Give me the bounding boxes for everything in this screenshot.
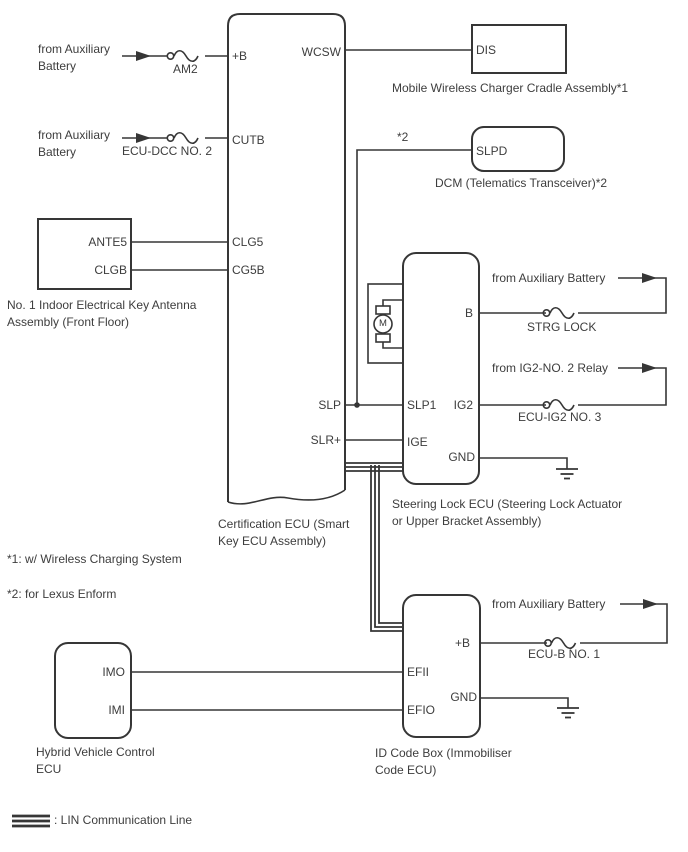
key-antenna-box	[38, 219, 131, 289]
fuse-am2-icon	[167, 51, 198, 62]
fuse-ecu-ig2-icon	[543, 400, 574, 411]
arrow-icon	[136, 133, 151, 143]
feed-source-label: from Auxiliary Battery	[492, 271, 606, 285]
motor-m-label: M	[379, 318, 387, 329]
pin-clgb: CLGB	[94, 263, 127, 277]
feed-source-label: from Auxiliary Battery	[38, 42, 111, 73]
hybrid-ecu-box	[55, 643, 131, 738]
wire-batt-ecudcc	[122, 133, 228, 144]
pin-slpd: SLPD	[476, 144, 508, 158]
pin-b: B	[464, 306, 473, 320]
hybrid-ecu-label: Hybrid Vehicle Control ECU	[36, 745, 155, 776]
arrow-icon	[136, 51, 151, 61]
pin-gnd-idbox: GND	[450, 690, 477, 704]
note-1: *1: w/ Wireless Charging System	[7, 552, 182, 566]
dcm-label: DCM (Telematics Transceiver)*2	[435, 176, 608, 190]
feed-source-label: from Auxiliary Battery	[38, 128, 111, 159]
fuse-am2-label: AM2	[173, 62, 198, 76]
pin-efio: EFIO	[407, 703, 436, 717]
key-antenna-label: No. 1 Indoor Electrical Key Antenna Assembly (Front Floor)	[7, 298, 197, 329]
pin-wcsw: WCSW	[301, 45, 341, 59]
pin-imo: IMO	[102, 665, 125, 679]
pin-clg5: CLG5	[232, 235, 264, 249]
feed-source-label: from Auxiliary Battery	[492, 597, 606, 611]
fuse-ecu-b-label: ECU-B NO. 1	[528, 647, 601, 661]
ground-icon	[557, 708, 579, 718]
pin-slp: SLP	[318, 398, 341, 412]
fuse-strg-lock-label: STRG LOCK	[527, 320, 597, 334]
pin-slr-plus: SLR+	[310, 433, 341, 447]
fuse-strg-lock-icon	[543, 308, 574, 319]
pin-plus-b: +B	[232, 49, 248, 63]
pin-ante5: ANTE5	[88, 235, 127, 249]
pin-ige: IGE	[407, 435, 428, 449]
ground-icon	[556, 469, 578, 479]
wire-batt-am2	[122, 51, 228, 62]
pin-slp1: SLP1	[407, 398, 437, 412]
id-code-box-label: ID Code Box (Immobiliser Code ECU)	[375, 746, 512, 777]
mobile-wireless-charger-label: Mobile Wireless Charger Cradle Assembly*1	[392, 81, 629, 95]
arrow-icon	[642, 273, 657, 283]
pin-plus-b-idbox: +B	[454, 636, 470, 650]
pin-cutb: CUTB	[232, 133, 265, 147]
pin-ig2: IG2	[453, 398, 473, 412]
note-2: *2: for Lexus Enform	[7, 587, 117, 601]
steering-lock-ecu-label: Steering Lock ECU (Steering Lock Actuator or Upper Bracket Assembly)	[392, 497, 623, 528]
certification-ecu-box	[228, 14, 345, 504]
lin-legend-icon	[12, 816, 50, 826]
certification-ecu-label: Certification ECU (Smart Key ECU Assembly)	[218, 517, 350, 548]
wire-idbox-gnd	[480, 698, 579, 718]
pin-gnd-steering: GND	[448, 450, 475, 464]
fuse-ecudcc-label: ECU-DCC NO. 2	[122, 144, 213, 158]
feed-source-label: from IG2-NO. 2 Relay	[492, 361, 609, 375]
pin-imi: IMI	[108, 703, 125, 717]
fuse-ecudcc-icon	[167, 133, 198, 144]
lin-legend-label: : LIN Communication Line	[54, 813, 193, 827]
arrow-icon	[642, 363, 657, 373]
arrow-icon	[643, 599, 658, 609]
fuse-ecu-ig2-label: ECU-IG2 NO. 3	[518, 410, 602, 424]
wire-note-2: *2	[397, 130, 409, 144]
pin-efii: EFII	[407, 665, 430, 679]
pin-cg5b: CG5B	[232, 263, 265, 277]
wire-steering-gnd	[479, 458, 578, 479]
pin-dis: DIS	[476, 43, 497, 57]
